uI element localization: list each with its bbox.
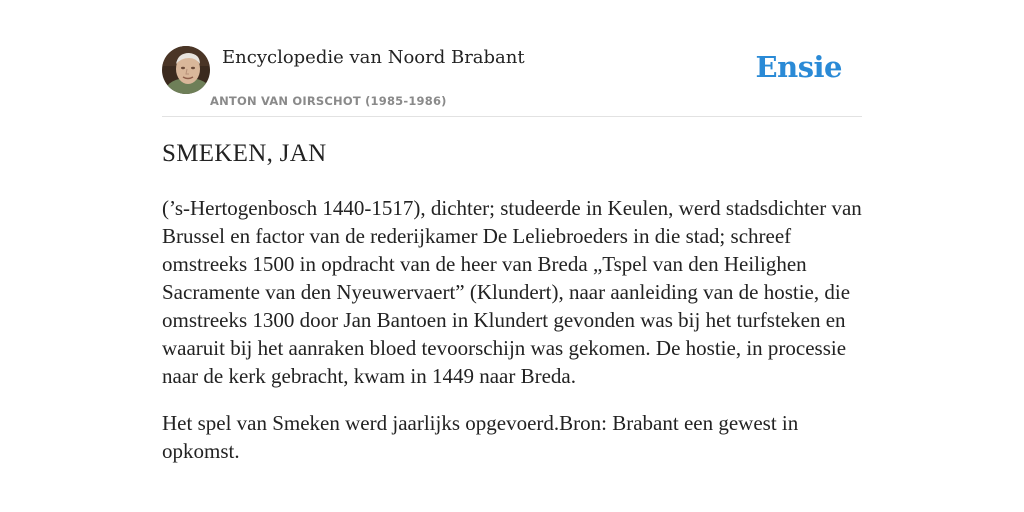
article (162, 138, 862, 465)
author-label: ANTON VAN OIRSCHOT (1985-1986) (210, 94, 447, 108)
author-portrait-icon (162, 46, 210, 94)
article-paragraph: (’s-Hertogenbosch 1440-1517), dichter; studeerde in Keulen, werd stadsdichter van Brussel en factor van de rederijkamer De Leliebroeders in die stad; schreef omstreeks 1500 in opdracht van de heer van Breda „Tspel van den Heilighen Sacramente van den Nyeuwervaert” (Klundert), naar aanleiding van de hostie, die omstreeks 1300 door Jan Bantoen in Klundert gevonden was bij het turfsteken en waaruit bij het aanraken bloed tevoorschijn was gekomen. De hostie, in processie naar de kerk gebracht, kwam in 1449 naar Breda. (162, 196, 862, 388)
entry-title: SMEKEN, JAN (162, 140, 327, 167)
header (162, 46, 862, 117)
encyclopedia-title-link[interactable]: Encyclopedie van Noord Brabant (222, 47, 525, 68)
brand-logo[interactable]: Ensie (755, 50, 842, 84)
avatar[interactable] (162, 46, 210, 94)
article-paragraph: Het spel van Smeken werd jaarlijks opgevoerd.Bron: Brabant een gewest in opkomst. (162, 411, 799, 463)
